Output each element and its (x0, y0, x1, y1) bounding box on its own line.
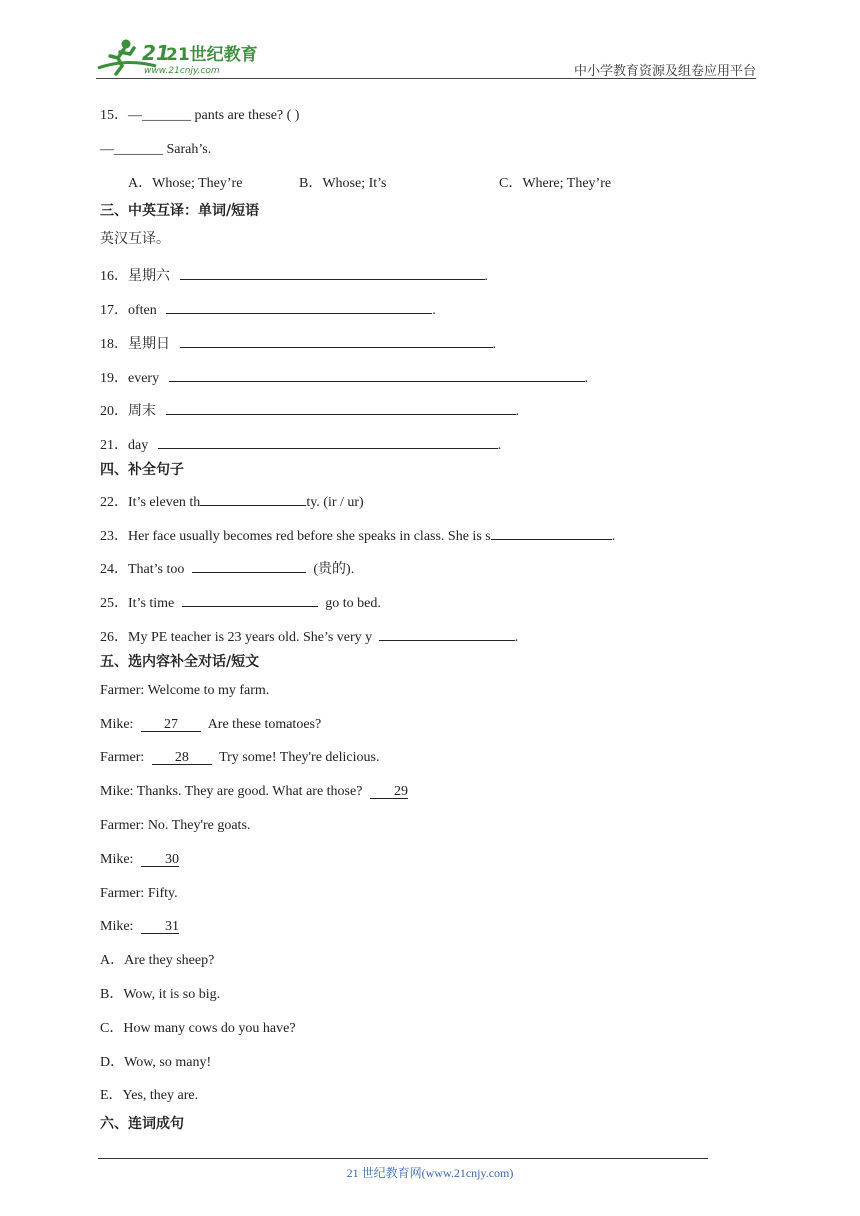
q20 (100, 399, 519, 421)
q21-answer-blank[interactable] (158, 433, 498, 449)
dialog-line-8 (100, 918, 179, 936)
q23-answer-blank[interactable] (491, 524, 612, 540)
q19-prompt: 19．every (100, 371, 160, 386)
dialog-line-1: Farmer: Welcome to my farm. (100, 683, 270, 698)
q21 (100, 433, 501, 455)
q17-end: . (432, 303, 436, 318)
site-logo (96, 36, 266, 78)
option-d: D．Wow, so many! (100, 1055, 212, 1070)
q22-pre: 22．It’s eleven th (100, 495, 201, 510)
dialog-line-3 (100, 749, 379, 767)
dialog-line-5: Farmer: No. They're goats. (100, 818, 251, 833)
header-divider (96, 78, 756, 79)
dialog-line-4 (100, 783, 408, 801)
blank-27[interactable]: 27 (141, 716, 201, 732)
q25-post: go to bed. (325, 596, 381, 611)
dialog-line-6 (100, 851, 179, 869)
q26-answer-blank[interactable] (379, 625, 515, 641)
footer-divider (98, 1158, 708, 1159)
dialog-line-6-speaker: Mike: (100, 852, 134, 867)
logo-url: www.21cnjy.com (144, 66, 220, 76)
blank-31[interactable]: 31 (141, 918, 179, 934)
q18 (100, 332, 496, 354)
q26 (100, 625, 518, 647)
dialog-line-2-speaker: Mike: (100, 717, 134, 732)
q24-answer-blank[interactable] (192, 557, 306, 573)
dialog-line-4-text: Mike: Thanks. They are good. What are those? (100, 784, 363, 799)
header-platform-text: 中小学教育资源及组卷应用平台 (573, 64, 756, 79)
q15-line1: 15．—_______ pants are these? ( ) (100, 108, 300, 123)
q24 (100, 557, 354, 579)
footer-text[interactable]: 21 世纪教育网(www.21cnjy.com) (346, 1166, 514, 1180)
q20-answer-blank[interactable] (166, 399, 516, 415)
q20-prompt: 20．周末 (100, 404, 156, 419)
option-e: E．Yes, they are. (100, 1088, 199, 1103)
q22-answer-blank[interactable] (200, 490, 306, 506)
q19 (100, 366, 588, 388)
q19-end: . (584, 371, 589, 386)
dialog-line-3-text: Try some! They're delicious. (219, 750, 380, 765)
q22 (100, 490, 364, 512)
section5-heading: 五、选内容补全对话/短文 (100, 654, 260, 670)
q22-post: ty. (ir / ur) (306, 495, 364, 510)
q24-pre: 24．That’s too (100, 562, 185, 577)
dialog-line-8-speaker: Mike: (100, 919, 134, 934)
q26-post: . (514, 630, 519, 645)
q16-answer-blank[interactable] (180, 264, 485, 280)
q16-end: . (484, 269, 488, 284)
q23-pre: 23．Her face usually becomes red before she speaks in class. She is s (100, 529, 491, 544)
dialog-line-7: Farmer: Fifty. (100, 886, 178, 901)
section6-heading: 六、连词成句 (100, 1116, 184, 1132)
q20-end: . (515, 404, 519, 419)
logo-text: 21世纪教育 (166, 45, 258, 65)
q17-prompt: 17．often (100, 303, 157, 318)
q17-answer-blank[interactable] (166, 298, 432, 314)
section4-heading: 四、补全句子 (100, 462, 184, 478)
q15-option-a: A．Whose; They’re (128, 176, 243, 191)
svg-text:21: 21 (142, 41, 170, 65)
q16 (100, 264, 488, 286)
option-c: C．How many cows do you have? (100, 1021, 296, 1036)
dialog-line-2 (100, 716, 321, 734)
q17 (100, 298, 436, 320)
q21-prompt: 21．day (100, 438, 149, 453)
option-b: B．Wow, it is so big. (100, 987, 221, 1002)
option-a: A．Are they sheep? (100, 953, 215, 968)
q25-pre: 25．It’s time (100, 596, 175, 611)
q15-option-c: C．Where; They’re (499, 176, 612, 191)
blank-30[interactable]: 30 (141, 851, 179, 867)
q15-option-b: B．Whose; It’s (299, 176, 387, 191)
section3-heading: 三、中英互译：单词/短语 (100, 203, 260, 219)
q19-answer-blank[interactable] (169, 366, 585, 382)
dialog-line-3-speaker: Farmer: (100, 750, 145, 765)
section3-instruction: 英汉互译。 (100, 232, 170, 247)
q18-prompt: 18．星期日 (100, 337, 170, 352)
q26-pre: 26．My PE teacher is 23 years old. She’s very y (100, 630, 373, 645)
q15-line2: —_______ Sarah’s. (100, 142, 212, 157)
blank-28[interactable]: 28 (152, 749, 212, 765)
runner-logo-icon (96, 36, 266, 78)
q25 (100, 591, 381, 613)
q18-answer-blank[interactable] (180, 332, 493, 348)
q24-post: (贵的). (313, 562, 355, 577)
q18-end: . (492, 337, 496, 352)
q21-end: . (497, 438, 502, 453)
q23 (100, 524, 615, 546)
dialog-line-2-text: Are these tomatoes? (207, 717, 322, 732)
q25-answer-blank[interactable] (182, 591, 318, 607)
blank-29[interactable]: 29 (370, 783, 408, 799)
q23-post: . (611, 529, 616, 544)
q16-prompt: 16．星期六 (100, 269, 170, 284)
